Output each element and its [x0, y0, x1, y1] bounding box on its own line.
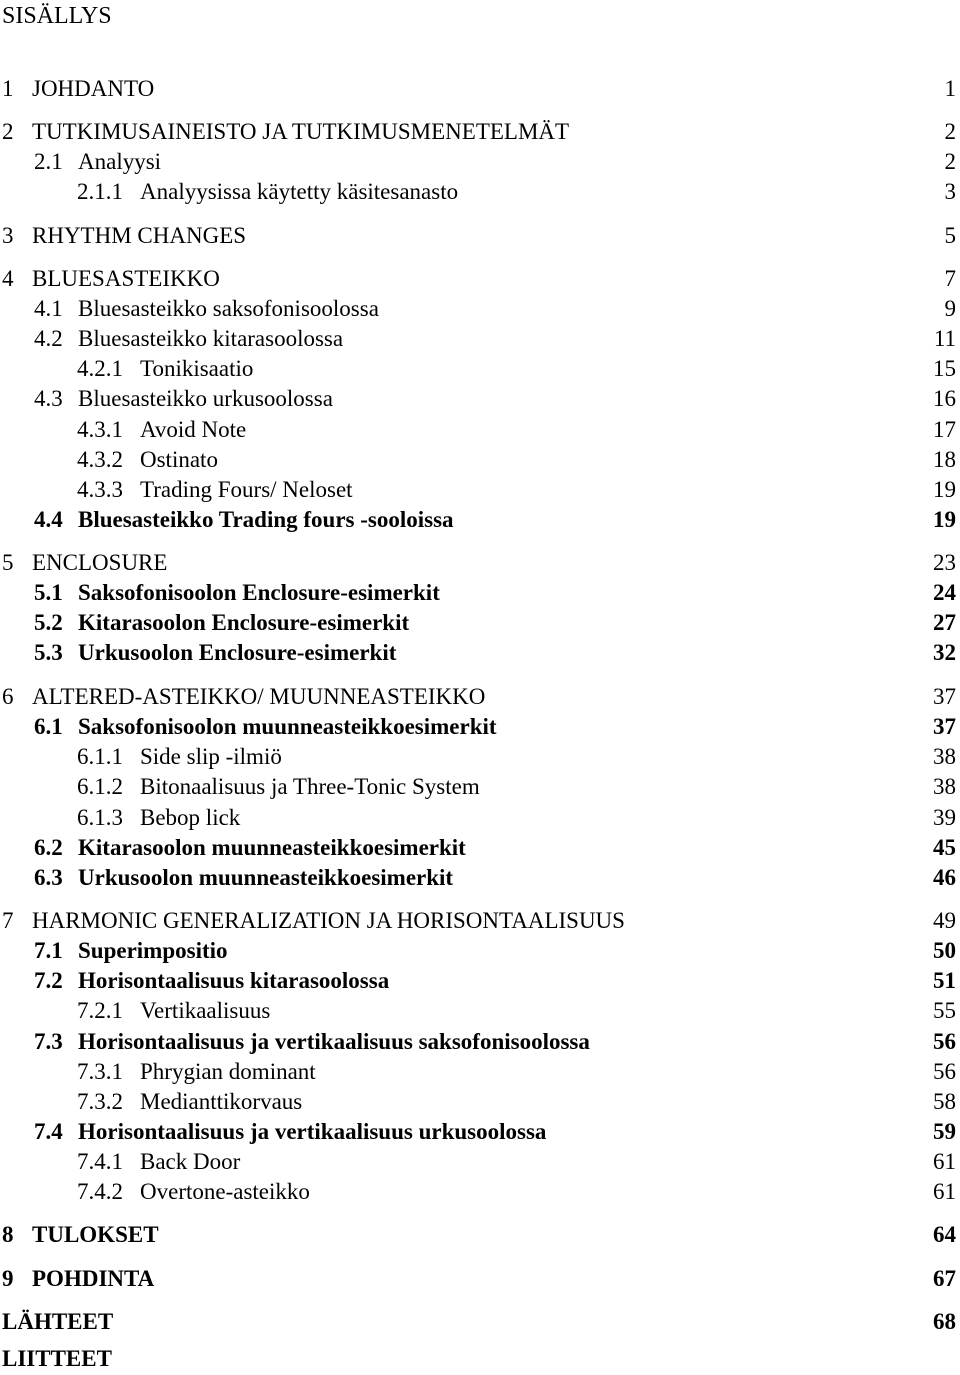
toc-entry: [0, 833, 960, 863]
toc-page: 2: [944, 149, 956, 174]
toc-number: 4.2: [34, 326, 63, 351]
toc-page: 61: [933, 1179, 956, 1204]
toc-title: JOHDANTO: [32, 76, 155, 101]
toc-number: 9: [2, 1266, 14, 1291]
toc-title: Horisontaalisuus ja vertikaalisuus saksofonisoolossa: [78, 1029, 590, 1054]
toc-title: Bebop lick: [140, 805, 241, 830]
toc-title: Tonikisaatio: [140, 356, 254, 381]
toc-title: Analyysissa käytetty käsitesanasto: [140, 179, 459, 204]
toc-page: 45: [933, 835, 956, 860]
toc-title: LIITTEET: [2, 1346, 112, 1371]
toc-title: Saksofonisoolon muunneasteikkoesimerkit: [78, 714, 497, 739]
toc-title: Overtone-asteikko: [140, 1179, 310, 1204]
toc-number: 5.3: [34, 640, 63, 665]
toc-number: 6.1.2: [77, 774, 123, 799]
toc-number: 5: [2, 550, 14, 575]
toc-entry: [0, 1264, 960, 1294]
toc-page: 46: [933, 865, 956, 890]
toc-title: Bitonaalisuus ja Three-Tonic System: [140, 774, 480, 799]
toc-page: 38: [933, 744, 956, 769]
toc-entry: [0, 324, 960, 354]
toc-title: ALTERED-ASTEIKKO/ MUUNNEASTEIKKO: [32, 684, 486, 709]
toc-title: Superimpositio: [78, 938, 228, 963]
toc-entry: [0, 1117, 960, 1147]
toc-page: 16: [933, 386, 956, 411]
toc-entry: [0, 772, 960, 802]
toc-entry: [0, 1027, 960, 1057]
toc-number: 6.2: [34, 835, 63, 860]
toc-entry: [0, 1087, 960, 1117]
toc-entry: [0, 803, 960, 833]
toc-title: TULOKSET: [32, 1222, 159, 1247]
toc-entry: [0, 682, 960, 712]
toc-entry: [0, 147, 960, 177]
toc-page: 3: [944, 179, 956, 204]
toc-number: 8: [2, 1222, 14, 1247]
toc-entry: [0, 445, 960, 475]
toc-page: 19: [933, 507, 956, 532]
toc-entry: [0, 742, 960, 772]
toc-title: Horisontaalisuus ja vertikaalisuus urkusoolossa: [78, 1119, 547, 1144]
toc-number: 6.1.1: [77, 744, 123, 769]
toc-page: 51: [933, 968, 956, 993]
toc-entry: [0, 638, 960, 668]
toc-title: TUTKIMUSAINEISTO JA TUTKIMUSMENETELMÄT: [32, 119, 570, 144]
toc-number: 3: [2, 223, 14, 248]
page-title: SISÄLLYS: [2, 3, 112, 29]
toc-page: 61: [933, 1149, 956, 1174]
toc-title: Saksofonisoolon Enclosure-esimerkit: [78, 580, 440, 605]
toc-page: 59: [933, 1119, 956, 1144]
toc-page: 68: [933, 1309, 956, 1334]
toc-entry: [0, 578, 960, 608]
toc-page: 58: [933, 1089, 956, 1114]
toc-entry: [0, 264, 960, 294]
toc-page: 39: [933, 805, 956, 830]
toc-number: 4.2.1: [77, 356, 123, 381]
toc-entry: [0, 294, 960, 324]
toc-number: 2.1.1: [77, 179, 123, 204]
toc-title: Urkusoolon muunneasteikkoesimerkit: [78, 865, 454, 890]
toc-page: 38: [933, 774, 956, 799]
toc-title: POHDINTA: [32, 1266, 155, 1291]
toc-title: Kitarasoolon Enclosure-esimerkit: [78, 610, 410, 635]
toc-entry: [0, 966, 960, 996]
toc-title: ENCLOSURE: [32, 550, 168, 575]
toc-number: 4.3: [34, 386, 63, 411]
toc-number: 7.4: [34, 1119, 63, 1144]
toc-number: 7.2.1: [77, 998, 123, 1023]
toc-number: 4.4: [34, 507, 63, 532]
toc-number: 7.4.2: [77, 1179, 123, 1204]
toc-title: Trading Fours/ Neloset: [140, 477, 353, 502]
toc-number: 1: [2, 76, 14, 101]
toc-number: 5.2: [34, 610, 63, 635]
toc-number: 2.1: [34, 149, 63, 174]
toc-title: Bluesasteikko kitarasoolossa: [78, 326, 344, 351]
toc-number: 7.3: [34, 1029, 63, 1054]
toc-page: 23: [933, 550, 956, 575]
toc-page: 24: [933, 580, 956, 605]
toc-entry: [0, 1307, 960, 1337]
toc-page: 37: [933, 714, 956, 739]
toc-title: LÄHTEET: [2, 1309, 114, 1334]
toc-page: 37: [933, 684, 956, 709]
toc-number: 2: [2, 119, 14, 144]
toc-number: 7.3.1: [77, 1059, 123, 1084]
toc-title: Vertikaalisuus: [140, 998, 271, 1023]
toc-entry: [0, 906, 960, 936]
toc-title: Avoid Note: [140, 417, 247, 442]
toc-number: 4.3.1: [77, 417, 123, 442]
toc-title: HARMONIC GENERALIZATION JA HORISONTAALISUUS: [32, 908, 625, 933]
toc-entry: [0, 936, 960, 966]
toc-page: 67: [933, 1266, 956, 1291]
toc-title: Kitarasoolon muunneasteikkoesimerkit: [78, 835, 466, 860]
toc-number: 6.1: [34, 714, 63, 739]
toc-number: 6: [2, 684, 14, 709]
toc-title: Bluesasteikko urkusoolossa: [78, 386, 333, 411]
toc-entry: [0, 1344, 960, 1374]
toc-title: Horisontaalisuus kitarasoolossa: [78, 968, 390, 993]
toc-entry: [0, 384, 960, 414]
toc-entry: [0, 1220, 960, 1250]
toc-number: 6.1.3: [77, 805, 123, 830]
toc-page: 50: [933, 938, 956, 963]
toc-number: 7.3.2: [77, 1089, 123, 1114]
toc-page: 56: [933, 1029, 956, 1054]
toc-title: Bluesasteikko Trading fours -sooloissa: [78, 507, 454, 532]
toc-title: Side slip -ilmiö: [140, 744, 282, 769]
toc-page: 18: [933, 447, 956, 472]
toc-title: Ostinato: [140, 447, 218, 472]
toc-entry: [0, 221, 960, 251]
toc-entry: [0, 74, 960, 104]
toc-entry: [0, 548, 960, 578]
toc-entry: [0, 415, 960, 445]
toc-page: 19: [933, 477, 956, 502]
toc-entry: [0, 712, 960, 742]
toc-number: 4: [2, 266, 14, 291]
toc-number: 4.3.2: [77, 447, 123, 472]
toc-title: Phrygian dominant: [140, 1059, 316, 1084]
toc-title: Urkusoolon Enclosure-esimerkit: [78, 640, 397, 665]
toc-page: 15: [933, 356, 956, 381]
toc-page: 49: [933, 908, 956, 933]
toc-entry: [0, 117, 960, 147]
toc-number: 5.1: [34, 580, 63, 605]
toc-number: 4.3.3: [77, 477, 123, 502]
toc-page: 11: [933, 326, 956, 351]
toc-page: 64: [933, 1222, 956, 1247]
toc-title: Bluesasteikko saksofonisoolossa: [78, 296, 379, 321]
toc-page: 32: [933, 640, 956, 665]
toc-entry: [0, 475, 960, 505]
toc-entry: [0, 177, 960, 207]
toc-number: 4.1: [34, 296, 63, 321]
toc-title: Analyysi: [78, 149, 162, 174]
toc-entry: [0, 1177, 960, 1207]
toc-number: 7.1: [34, 938, 63, 963]
toc-title: Back Door: [140, 1149, 241, 1174]
toc-entry: [0, 1147, 960, 1177]
toc-title: RHYTHM CHANGES: [32, 223, 247, 248]
toc-page: 27: [933, 610, 956, 635]
toc-number: 7.2: [34, 968, 63, 993]
toc-page: 5: [944, 223, 956, 248]
toc-page: 7: [944, 266, 956, 291]
toc-number: 7: [2, 908, 14, 933]
toc-entry: [0, 608, 960, 638]
toc-entry: [0, 1057, 960, 1087]
toc-entry: [0, 505, 960, 535]
toc-title: Medianttikorvaus: [140, 1089, 303, 1114]
toc-number: 6.3: [34, 865, 63, 890]
toc-page: 17: [933, 417, 956, 442]
toc-entry: [0, 996, 960, 1026]
toc-title: BLUESASTEIKKO: [32, 266, 220, 291]
toc-page: 56: [933, 1059, 956, 1084]
toc-entry: [0, 863, 960, 893]
toc-number: 7.4.1: [77, 1149, 123, 1174]
toc-page: 55: [933, 998, 956, 1023]
toc-page: 9: [944, 296, 956, 321]
toc-entry: [0, 354, 960, 384]
toc-page: 2: [944, 119, 956, 144]
toc-page: 1: [944, 76, 956, 101]
